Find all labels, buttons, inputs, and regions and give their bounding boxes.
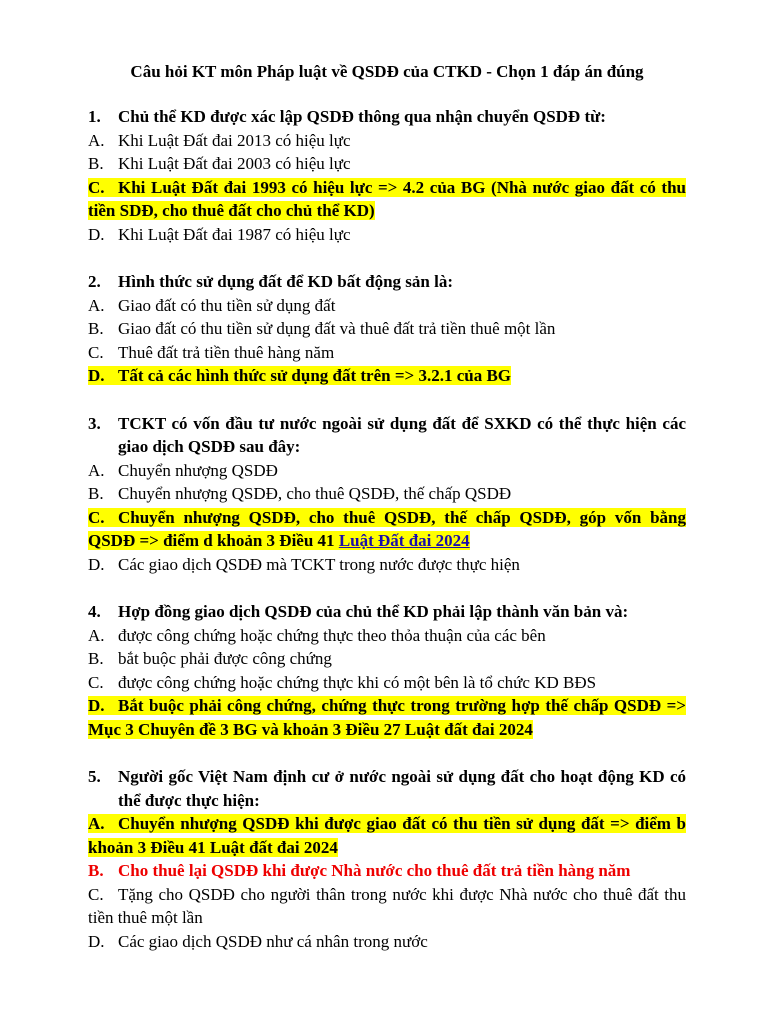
question-stem: Người gốc Việt Nam định cư ở nước ngoài sử dụng đất cho hoạt động KD có thể được thực hiện: — [118, 767, 686, 810]
question-4 — [88, 600, 686, 741]
question-1 — [88, 105, 686, 246]
option-b-red: B. Cho thuê lại QSDĐ khi được Nhà nước cho thuê đất trả tiền hàng năm — [88, 861, 631, 880]
option-c: C. được công chứng hoặc chứng thực khi có một bên là tổ chức KD BĐS — [88, 672, 597, 692]
option-d-correct: D. Bắt buộc phải công chứng, chứng thực trong trường hợp thế chấp QSDĐ => Mục 3 Chuyên đề 3 BG và khoản 3 Điều 27 Luật đất đai 2024 — [88, 696, 686, 739]
option-c-correct: C. Khi Luật Đất đai 1993 có hiệu lực => 4.2 của BG (Nhà nước giao đất có thu tiền SDĐ, cho thuê đất cho chủ thể KD) — [88, 177, 686, 220]
option-a: A. Giao đất có thu tiền sử dụng đất — [88, 295, 336, 315]
question-stem: Chủ thể KD được xác lập QSDĐ thông qua nhận chuyển QSDĐ từ: — [118, 107, 606, 126]
option-d: D. Các giao dịch QSDĐ như cá nhân trong nước — [88, 931, 428, 951]
question-stem: Hình thức sử dụng đất để KD bất động sản là: — [118, 272, 453, 291]
option-b: B. Chuyển nhượng QSDĐ, cho thuê QSDĐ, thế chấp QSDĐ — [88, 484, 512, 503]
option-b: B. bắt buộc phải được công chứng — [88, 649, 332, 668]
option-c: C. Thuê đất trả tiền thuê hàng năm — [88, 342, 335, 362]
option-b: B. Giao đất có thu tiền sử dụng đất và thuê đất trả tiền thuê một lần — [88, 319, 556, 338]
option-d: D. Các giao dịch QSDĐ mà TCKT trong nước được thực hiện — [88, 554, 520, 574]
question-3 — [88, 412, 686, 577]
option-d-correct: D. Tất cả các hình thức sử dụng đất trên => 3.2.1 của BG — [88, 366, 512, 385]
question-number: 3. — [88, 413, 101, 433]
option-a-correct: A. Chuyển nhượng QSDĐ khi được giao đất có thu tiền sử dụng đất => điểm b khoản 3 Điều 41 Luật đất đai 2024 — [88, 814, 686, 857]
option-b: B. Khi Luật Đất đai 2003 có hiệu lực — [88, 154, 351, 173]
option-a: A. Chuyển nhượng QSDĐ — [88, 460, 278, 480]
question-text — [88, 765, 686, 812]
option-c: C. Tặng cho QSDĐ cho người thân trong nước khi được Nhà nước cho thuê đất thu tiền thuê một lần — [88, 884, 686, 927]
question-text — [88, 105, 686, 129]
question-number: 2. — [88, 272, 101, 291]
question-number: 4. — [88, 602, 101, 621]
question-text — [88, 600, 686, 624]
option-d: D. Khi Luật Đất đai 1987 có hiệu lực — [88, 224, 351, 244]
question-text — [88, 270, 686, 294]
question-number: 5. — [88, 767, 101, 786]
question-2 — [88, 270, 686, 388]
option-a: A. Khi Luật Đất đai 2013 có hiệu lực — [88, 130, 351, 150]
question-stem: Hợp đồng giao dịch QSDĐ của chủ thể KD phải lập thành văn bản và: — [118, 602, 629, 621]
law-2024-link[interactable]: Luật Đất đai 2024 — [338, 531, 470, 550]
question-number: 1. — [88, 107, 101, 126]
question-stem: TCKT có vốn đầu tư nước ngoài sử dụng đất để SXKD có thể thực hiện các giao dịch QSDĐ sau đây: — [118, 413, 686, 456]
page-title: Câu hỏi KT môn Pháp luật về QSDĐ của CTKD - Chọn 1 đáp án đúng — [130, 62, 644, 81]
question-text — [88, 412, 686, 459]
option-a: A. được công chứng hoặc chứng thực theo thỏa thuận của các bên — [88, 625, 546, 645]
option-c-correct: C. Chuyển nhượng QSDĐ, cho thuê QSDĐ, thế chấp QSDĐ, góp vốn bằng QSDĐ => điểm d khoản 3 Điều 41 Luật Đất đai 2024 — [88, 507, 686, 550]
question-5 — [88, 765, 686, 953]
